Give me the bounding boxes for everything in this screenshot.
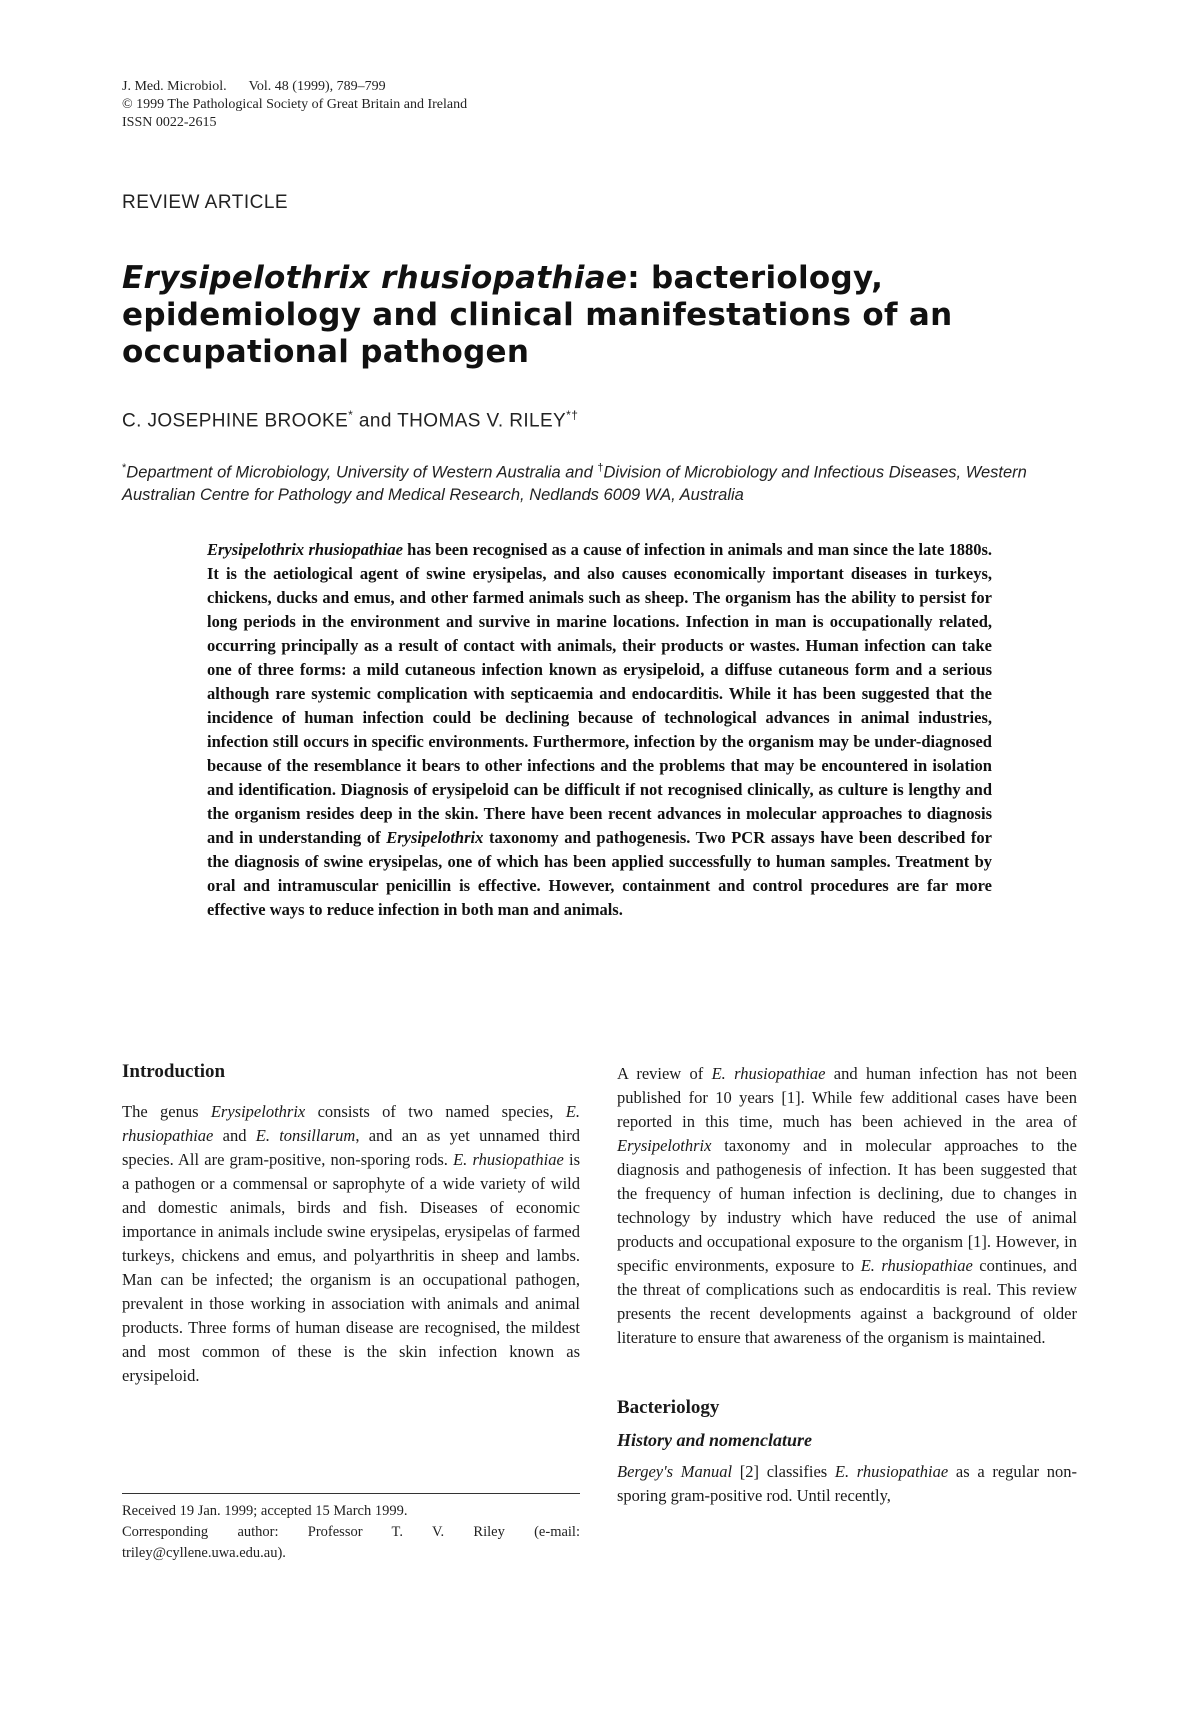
body-text: [2] classifies (732, 1462, 835, 1481)
affiliation-mark: * (122, 462, 127, 474)
abstract-text: has been recognised as a cause of infection in animals and man since the late 1880s. It is the aetiological agent of swine erysipelas, and also causes economically important diseases in turkeys, chickens, ducks and emus, and other farmed animals such as sheep. The organism has the ability to persist for long periods in the environment and survive in marine locations. Infection in man is occupationally related, occurring principally as a result of contact with animals, their products or wastes. Human infection can take one of three forms: a mild cutaneous infection known as erysipeloid, a diffuse cutaneous form and a serious although rare systemic complication with septicaemia and endocarditis. While it has been suggested that the incidence of human infection could be declining because of technological advances in animal industries, infection still occurs in specific environments. Furthermore, infection by the organism may be under-diagnosed because of the resemblance it bears to other infections and the problems that may be encountered in isolation and identification. Diagnosis of erysipeloid can be difficult if not recognised clinically, as culture is lengthy and the organism resides deep in the skin. There have been recent advances in molecular approaches to diagnosis and in understanding of (207, 540, 992, 847)
body-text: and human infection has not been published for 10 years [1]. While few additional cases have been reported in this time, much has been achieved in the area of (617, 1064, 1077, 1131)
affiliation (122, 457, 1082, 506)
author-mark: * (348, 408, 354, 422)
subsection-heading-history: History and nomenclature (617, 1430, 813, 1450)
footnote (122, 1501, 580, 1564)
body-italic: E. rhusiopathiae (711, 1064, 826, 1083)
section-heading-bacteriology: Bacteriology (617, 1397, 720, 1418)
body-italic: E. rhusiopathiae (860, 1256, 973, 1275)
author-name: THOMAS V. RILEY (397, 410, 567, 432)
body-text: and (213, 1126, 256, 1145)
review-paragraph (617, 1062, 1077, 1350)
title-italic-part: Erysipelothrix rhusiopathiae (122, 260, 628, 296)
body-text: continues, and the threat of complications such as endocarditis is real. This review presents the recent developments against a background of older literature to ensure that awareness of the organism is maintained. (617, 1256, 1077, 1347)
article-title (122, 260, 1082, 371)
author-name: C. JOSEPHINE BROOKE (122, 410, 349, 432)
author-list (122, 408, 578, 432)
body-italic: Erysipelothrix (210, 1102, 306, 1121)
author-mark: *† (566, 408, 579, 422)
bacteriology-paragraph (617, 1460, 1077, 1508)
body-italic: Erysipelothrix (617, 1136, 712, 1155)
body-italic: E. rhusiopathiae (453, 1150, 564, 1169)
author-conjunction: and (353, 410, 398, 432)
section-heading-introduction: Introduction (122, 1061, 226, 1082)
body-text: A review of (617, 1064, 712, 1083)
body-text: is a pathogen or a commensal or saprophyte of a wide variety of wild and domestic animals, birds and fish. Diseases of economic importance in animals include swine erysipelas, erysipelas of farmed turkeys, chickens and emus, and polyarthritis in sheep and lambs. Man can be infected; the organism is an occupational pathogen, prevalent in those working in association with animals and animal products. Three forms of human disease are recognised, the mildest and most common of these is the skin infection known as erysipeloid. (122, 1150, 580, 1385)
body-italic: E. rhusiopathiae (122, 1102, 580, 1145)
journal-issn: ISSN 0022-2615 (122, 115, 217, 130)
body-text: consists of two named species, (305, 1102, 566, 1121)
abstract-italic: Erysipelothrix rhusiopathiae (207, 540, 403, 559)
right-column (617, 1062, 1077, 1508)
journal-info (122, 78, 467, 132)
body-text: , and an as yet unnamed third species. All are gram-positive, non-sporing rods. (122, 1126, 580, 1169)
body-text: The genus (122, 1102, 211, 1121)
affiliation-text: Department of Microbiology, University of Western Australia and (126, 463, 598, 482)
abstract-italic: Erysipelothrix (386, 828, 484, 847)
footnote-divider (122, 1493, 580, 1494)
journal-citation (122, 78, 467, 96)
body-italic: E. rhusiopathiae (834, 1462, 949, 1481)
left-column (122, 1060, 580, 1388)
title-rest: : bacteriology, epidemiology and clinical manifestations of an occupational pathogen (122, 260, 953, 370)
corresponding-author: Corresponding author: Professor T. V. Riley (e-mail: triley@cyllene.uwa.edu.au). (122, 1524, 580, 1561)
affiliation-mark: † (597, 462, 604, 474)
body-italic: E. tonsillarum (255, 1126, 356, 1145)
article-type: REVIEW ARTICLE (122, 192, 289, 213)
abstract-text: taxonomy and pathogenesis. Two PCR assays have been described for the diagnosis of swine erysipelas, one of which has been applied successfully to human samples. Treatment by oral and intramuscular penicillin is effective. However, containment and control procedures are far more effective ways to reduce infection in both man and animals. (207, 828, 992, 919)
abstract (207, 538, 992, 922)
body-text: as a regular non-sporing gram-positive rod. Until recently, (617, 1462, 1077, 1505)
body-text: taxonomy and in molecular approaches to the diagnosis and pathogenesis of infection. It has been suggested that the frequency of human infection is declining, due to changes in technology by industry which have reduced the use of animal products and occupational exposure to the organism [1]. However, in specific environments, exposure to (617, 1136, 1077, 1275)
affiliation-text: Division of Microbiology and Infectious Diseases, Western Australian Centre for Pathology and Medical Research, Nedlands 6009 WA, Australia (122, 463, 1027, 504)
body-italic: Bergey's Manual (617, 1462, 733, 1481)
introduction-paragraph (122, 1100, 580, 1388)
journal-copyright: © 1999 The Pathological Society of Great Britain and Ireland (122, 97, 468, 112)
journal-name: J. Med. Microbiol. (122, 79, 227, 94)
received-date: Received 19 Jan. 1999; accepted 15 March 1999. (122, 1503, 408, 1519)
journal-volume: Vol. 48 (1999), 789–799 (248, 79, 386, 94)
